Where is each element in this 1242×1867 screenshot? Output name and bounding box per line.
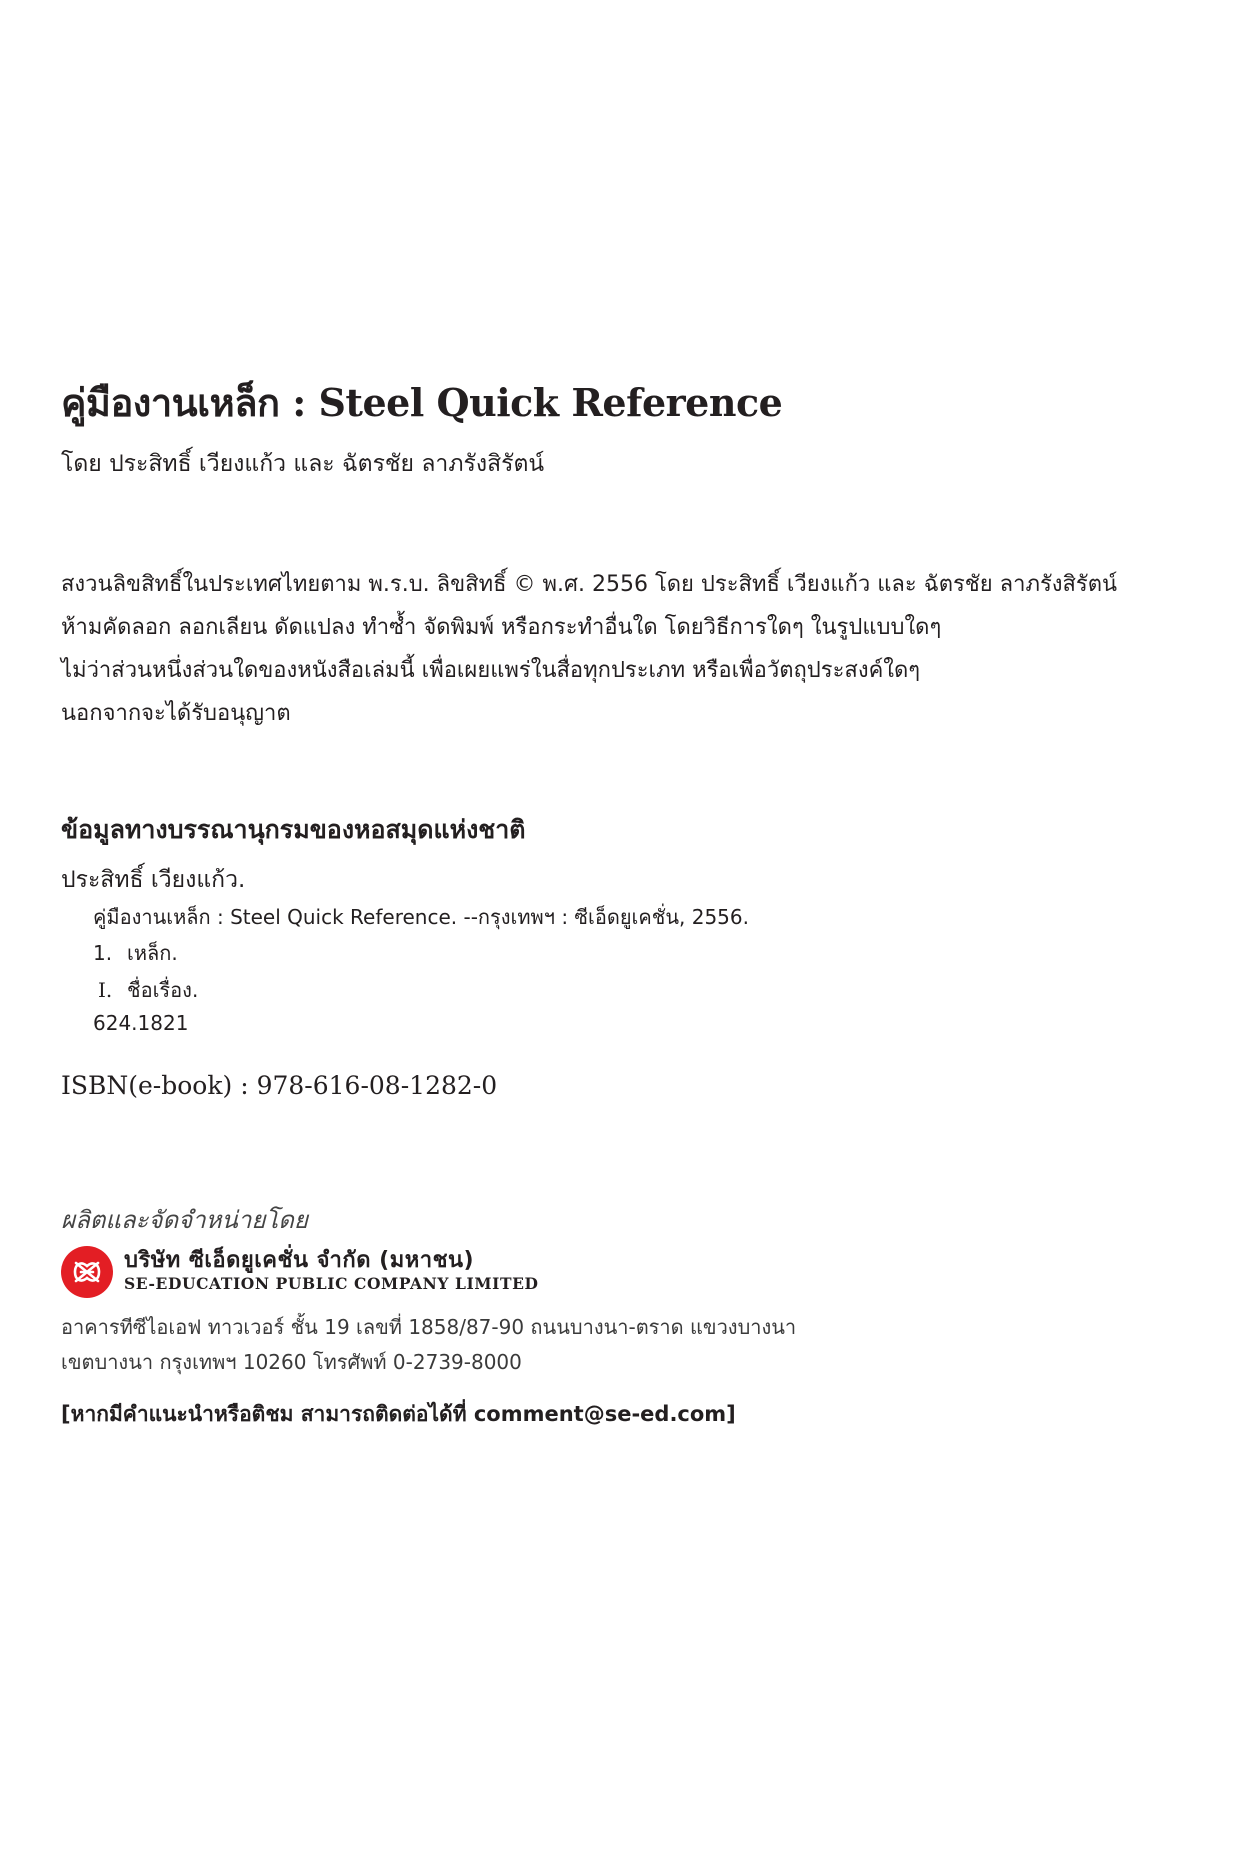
- copyright-notice: [61, 563, 1117, 735]
- added-entry-number: I.: [98, 978, 113, 1002]
- cataloging-title-entry: คู่มืองานเหล็ก : Steel Quick Reference. --กรุงเทพฯ : ซีเอ็ดยูเคชั่น, 2556.: [93, 905, 749, 929]
- produced-by-label: ผลิตและจัดจำหน่ายโดย: [61, 1206, 308, 1234]
- company-name-english: SE-EDUCATION PUBLIC COMPANY LIMITED: [124, 1274, 539, 1293]
- subject-text: เหล็ก.: [127, 941, 178, 965]
- added-entry-text: ชื่อเรื่อง.: [127, 978, 199, 1002]
- se-ed-logo-icon: [61, 1246, 113, 1298]
- cataloging-author: ประสิทธิ์ เวียงแก้ว.: [61, 867, 246, 893]
- book-title: คู่มืองานเหล็ก : Steel Quick Reference: [61, 380, 783, 425]
- publisher-address: [61, 1310, 796, 1380]
- subject-number: 1.: [93, 941, 113, 965]
- copyright-line: นอกจากจะได้รับอนุญาต: [61, 701, 291, 726]
- address-line: อาคารทีซีไอเอฟ ทาวเวอร์ ชั้น 19 เลขที่ 1858/87-90 ถนนบางนา-ตราด แขวงบางนา: [61, 1315, 797, 1339]
- copyright-line: ไม่ว่าส่วนหนึ่งส่วนใดของหนังสือเล่มนี้ เพื่อเผยแพร่ในสื่อทุกประเภท หรือเพื่อวัตถุประสงค์ใดๆ: [61, 658, 921, 683]
- address-line: เขตบางนา กรุงเทพฯ 10260 โทรศัพท์ 0-2739-8000: [61, 1350, 522, 1374]
- copyright-line: สงวนลิขสิทธิ์ในประเทศไทยตาม พ.ร.บ. ลิขสิทธิ์ © พ.ศ. 2556 โดย ประสิทธิ์ เวียงแก้ว และ ฉัตรชัย ลาภรังสิรัตน์: [61, 572, 1118, 597]
- cataloging-classification: 624.1821: [93, 1011, 189, 1035]
- copyright-page: [61, 0, 1191, 1867]
- isbn: ISBN(e-book) : 978-616-08-1282-0: [61, 1071, 498, 1100]
- contact-note: [หากมีคำแนะนำหรือติชม สามารถติดต่อได้ที่ comment@se-ed.com]: [61, 1402, 736, 1426]
- cataloging-subject: [93, 937, 178, 969]
- company-name-thai: บริษัท ซีเอ็ดยูเคชั่น จำกัด (มหาชน): [124, 1248, 475, 1273]
- cataloging-heading: ข้อมูลทางบรรณานุกรมของหอสมุดแห่งชาติ: [61, 815, 526, 844]
- cataloging-added-entry: [93, 974, 198, 1006]
- book-authors: โดย ประสิทธิ์ เวียงแก้ว และ ฉัตรชัย ลาภรังสิรัตน์: [61, 451, 545, 477]
- copyright-line: ห้ามคัดลอก ลอกเลียน ดัดแปลง ทำซ้ำ จัดพิมพ์ หรือกระทำอื่นใด โดยวิธีการใดๆ ในรูปแบบใดๆ: [61, 615, 942, 640]
